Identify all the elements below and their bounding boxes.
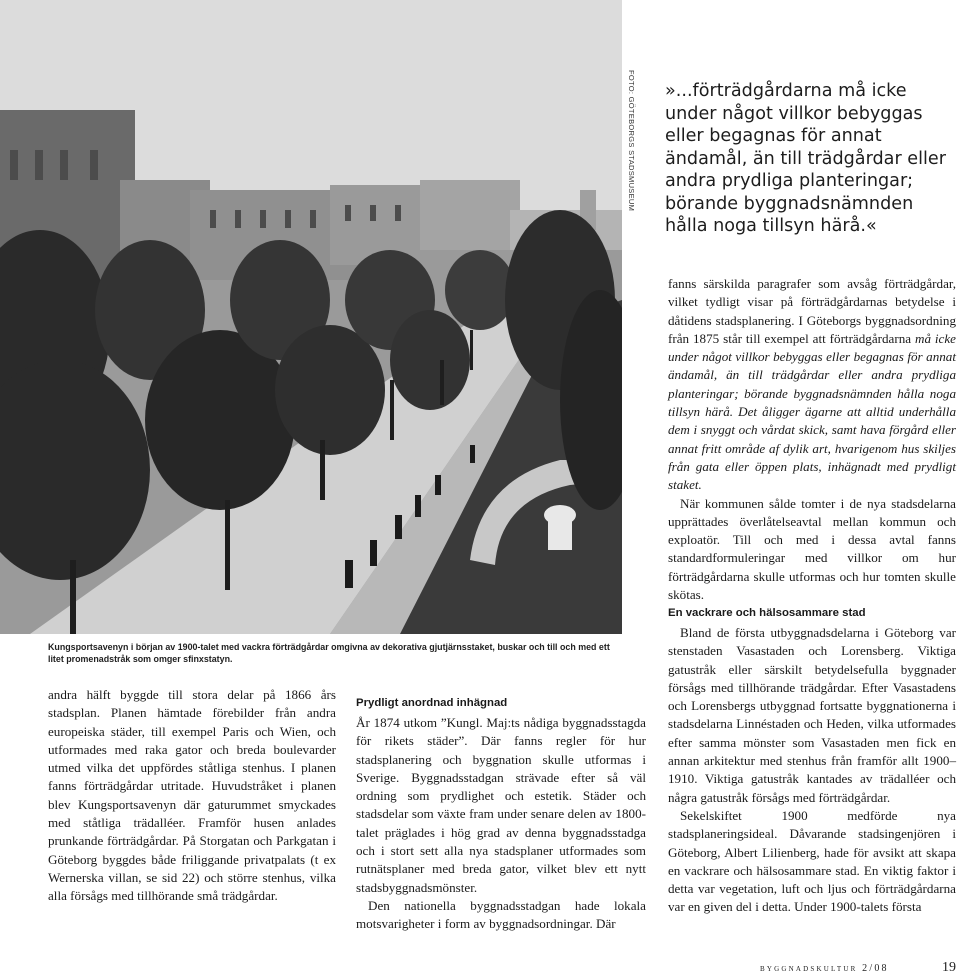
right-column-bottom	[668, 604, 956, 917]
photo-caption: Kungsportsavenyn i början av 1900-talet med vackra förträdgårdar omgivna av dekorativa gjutjärnsstaket, buskar och till och med ett litet promenadstråk som omger sfinxstatyn.	[48, 642, 610, 664]
left-paragraph: andra hälft byggde till stora delar på 1866 års stadsplan. Planen hämtade förebilder från andra europeiska städer, till exempel Paris och Wien, och utformades med raka gator och breda boulevarder utmed vilka det uppfördes ståtliga stenhus. I planen fanns förträdgårdar utritade. Huvudstråket i planen blev Kungsportsavenyn där gaturummet smyckades med ståtliga trädalléer. Framför husen anlades prunkande förträdgårdar. På Storgatan och Parkgatan i Göteborg byggdes både friliggande privatpalats (t ex Wernerska villan, se sid 22) och större stenhus, vilka alla försågs med tillhörande små trädgårdar.	[48, 687, 336, 904]
left-column	[48, 686, 336, 906]
right-paragraph-4: Sekelskiftet 1900 medförde nya stadsplaneringsideal. Dåvarande stadsingenjören i Göteborg, Albert Lilienberg, hade för avsikt att skapa en vackrare och hälsosammare stad. En viktig faktor i detta var vegetation, luft och ljus och förträdgårdarna var en given del i detta. Under 1900-talets första	[668, 807, 956, 915]
section-heading-right: En vackrare och hälsosammare stad	[668, 607, 866, 619]
right-column-top	[668, 275, 956, 604]
page-footer	[760, 960, 956, 976]
middle-paragraph-1: År 1874 utkom ”Kungl. Maj:ts nådiga byggnadsstagda för rikets städer”. Där fanns regler för hur stadsplanering och byggnation skulle utformas i Sverige. Byggnadsstadgan strävade efter så väl ordning som prydlighet och estetik. Städer och stadsdelar som växte fram under senare delen av 1800-talet präglades i hög grad av denna byggnadsstadga och i stort sett alla nya stadsplaner utformades som rutnätsplaner med breda gator, vilket blev ett nytt stadsbyggnadsmönster.	[356, 715, 646, 895]
right-paragraph-1-quote: må icke under något villkor bebyggas eller begagnas för annat ändamål, än till trädgårdar eller andra prydliga planteringar; börande byggnadsnämnden hålla noga tillsyn härå. Det åligger ägarne att alltid underhålla dem i snyggt och vårdat skick, samt hava förgård eller annat fritt område af dylik art, hvarigenom hus skiljes från gata eller öppen plats, inhägnadt med prydligt staket.	[668, 330, 956, 493]
section-heading: Prydligt anordnad inhägnad	[356, 697, 508, 709]
pull-quote: »...förträdgårdarna må icke under något villkor bebyggas eller begagnas för annat ändamål, än till trädgårdar eller andra prydliga planteringar; börande byggnadsnämnden hålla noga tillsyn härå.«	[665, 81, 946, 236]
page-number: 19	[942, 960, 956, 975]
street-photo	[0, 0, 622, 634]
photo-sphinx	[544, 505, 576, 550]
right-paragraph-1	[668, 275, 956, 495]
photo-credit: FOTO: GÖTEBORGS STADSMUSEUM	[627, 70, 636, 212]
right-paragraph-3: Bland de första utbyggnadsdelarna i Göteborg var stenstaden Vasastaden och Lorensberg. Viktiga gatustråk eller särskilt betydelsefulla byggnader försågs med tillhörande trädgårdar. Efter Vasastadens och Lorensbergs utbyggnad fortsatte byggnationerna i stadsdelarna Linnéstaden och Heden, vilka utformades efter samma mönster som Vasastaden men fick en annan arkitektur med stenhus från framför allt 1900–1910. Viktiga gatustråk kantades av trädalléer och några gatustråk försågs med förträdgårdar.	[668, 625, 956, 805]
right-paragraph-2: När kommunen sålde tomter i de nya stadsdelarna upprättades överlåtelseavtal mellan kommun och exploatör. Till och med i dessa avtal fanns standardformuleringar med villkor om hur förträdgårdarna skulle utformas och hur tomten skulle skötas.	[668, 495, 956, 603]
footer-magazine-name: byggnadskultur 2/08	[760, 963, 889, 974]
middle-paragraph-2: Den nationella byggnadsstadgan hade lokala motsvarigheter i form av byggnadsordningar. Där	[356, 897, 646, 932]
right-paragraph-1-text: fanns särskilda paragrafer som avsåg förträdgårdar, vilket tydligt visar på förträdgårdarnas betydelse i dåtidens stadsplanering. I Göteborgs byggnadsordning från 1875 står till exempel att förträdgårdarna	[668, 276, 956, 346]
middle-column	[356, 694, 646, 934]
